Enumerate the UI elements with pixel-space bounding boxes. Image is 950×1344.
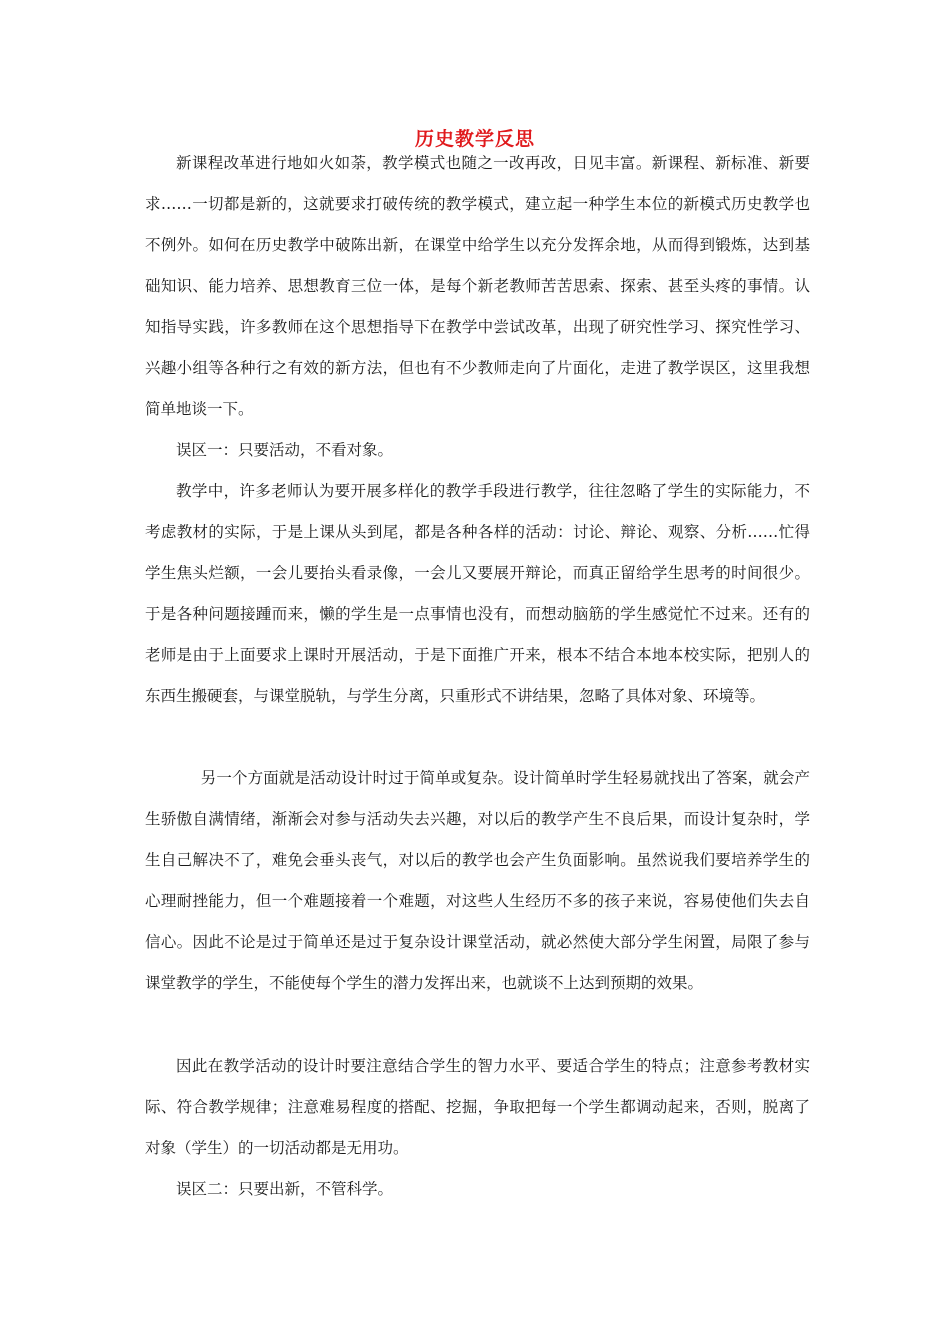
intro-paragraph: 新课程改革进行地如火如荼，教学模式也随之一改再改，日见丰富。新课程、新标准、新要求……一切都是新的，这就要求打破传统的教学模式，建立起一种学生本位的新模式历史教学也不例外。如何在历史教学中破陈出新，在课堂中给学生以充分发挥余地，从而得到锻炼，达到基础知识、能力培养、思想教育三位一体，是每个新老教师苦苦思索、探索、甚至头疼的事情。认知指导实践，许多教师在这个思想指导下在教学中尝试改革，出现了研究性学习、探究性学习、兴趣小组等各种行之有效的新方法，但也有不少教师走向了片面化，走进了教学误区，这里我想简单地谈一下。 <box>145 154 810 418</box>
document-title: 历史教学反思 <box>414 128 535 150</box>
body-paragraph: 另一个方面就是活动设计时过于简单或复杂。设计简单时学生轻易就找出了答案，就会产生骄傲自满情绪，渐渐会对参与活动失去兴趣，对以后的教学产生不良后果，而设计复杂时，学生自己解决不了，难免会垂头丧气，对以后的教学也会产生负面影响。虽然说我们要培养学生的心理耐挫能力，但一个难题接着一个难题，对这些人生经历不多的孩子来说，容易使他们失去自信心。因此不论是过于简单还是过于复杂设计课堂活动，就必然使大部分学生闲置，局限了参与课堂教学的学生，不能使每个学生的潜力发挥出来，也就谈不上达到预期的效果。 <box>145 769 810 992</box>
section-heading-misconception-1: 误区一：只要活动，不看对象。 <box>176 441 394 459</box>
body-paragraph: 教学中，许多老师认为要开展多样化的教学手段进行教学，往往忽略了学生的实际能力，不考虑教材的实际，于是上课从头到尾，都是各种各样的活动：讨论、辩论、观察、分析……忙得学生焦头烂额，一会儿要抬头看录像，一会儿又要展开辩论，而真正留给学生思考的时间很少。于是各种问题接踵而来，懒的学生是一点事情也没有，而想动脑筋的学生感觉忙不过来。还有的老师是由于上面要求上课时开展活动，于是下面推广开来，根本不结合本地本校实际，把别人的东西生搬硬套，与课堂脱轨，与学生分离，只重形式不讲结果，忽略了具体对象、环境等。 <box>145 482 810 705</box>
section-heading-misconception-2: 误区二：只要出新，不管科学。 <box>176 1180 394 1198</box>
body-paragraph: 因此在教学活动的设计时要注意结合学生的智力水平、要适合学生的特点；注意参考教材实际、符合教学规律；注意难易程度的搭配、挖掘，争取把每一个学生都调动起来，否则，脱离了对象（学生）的一切活动都是无用功。 <box>145 1057 810 1157</box>
